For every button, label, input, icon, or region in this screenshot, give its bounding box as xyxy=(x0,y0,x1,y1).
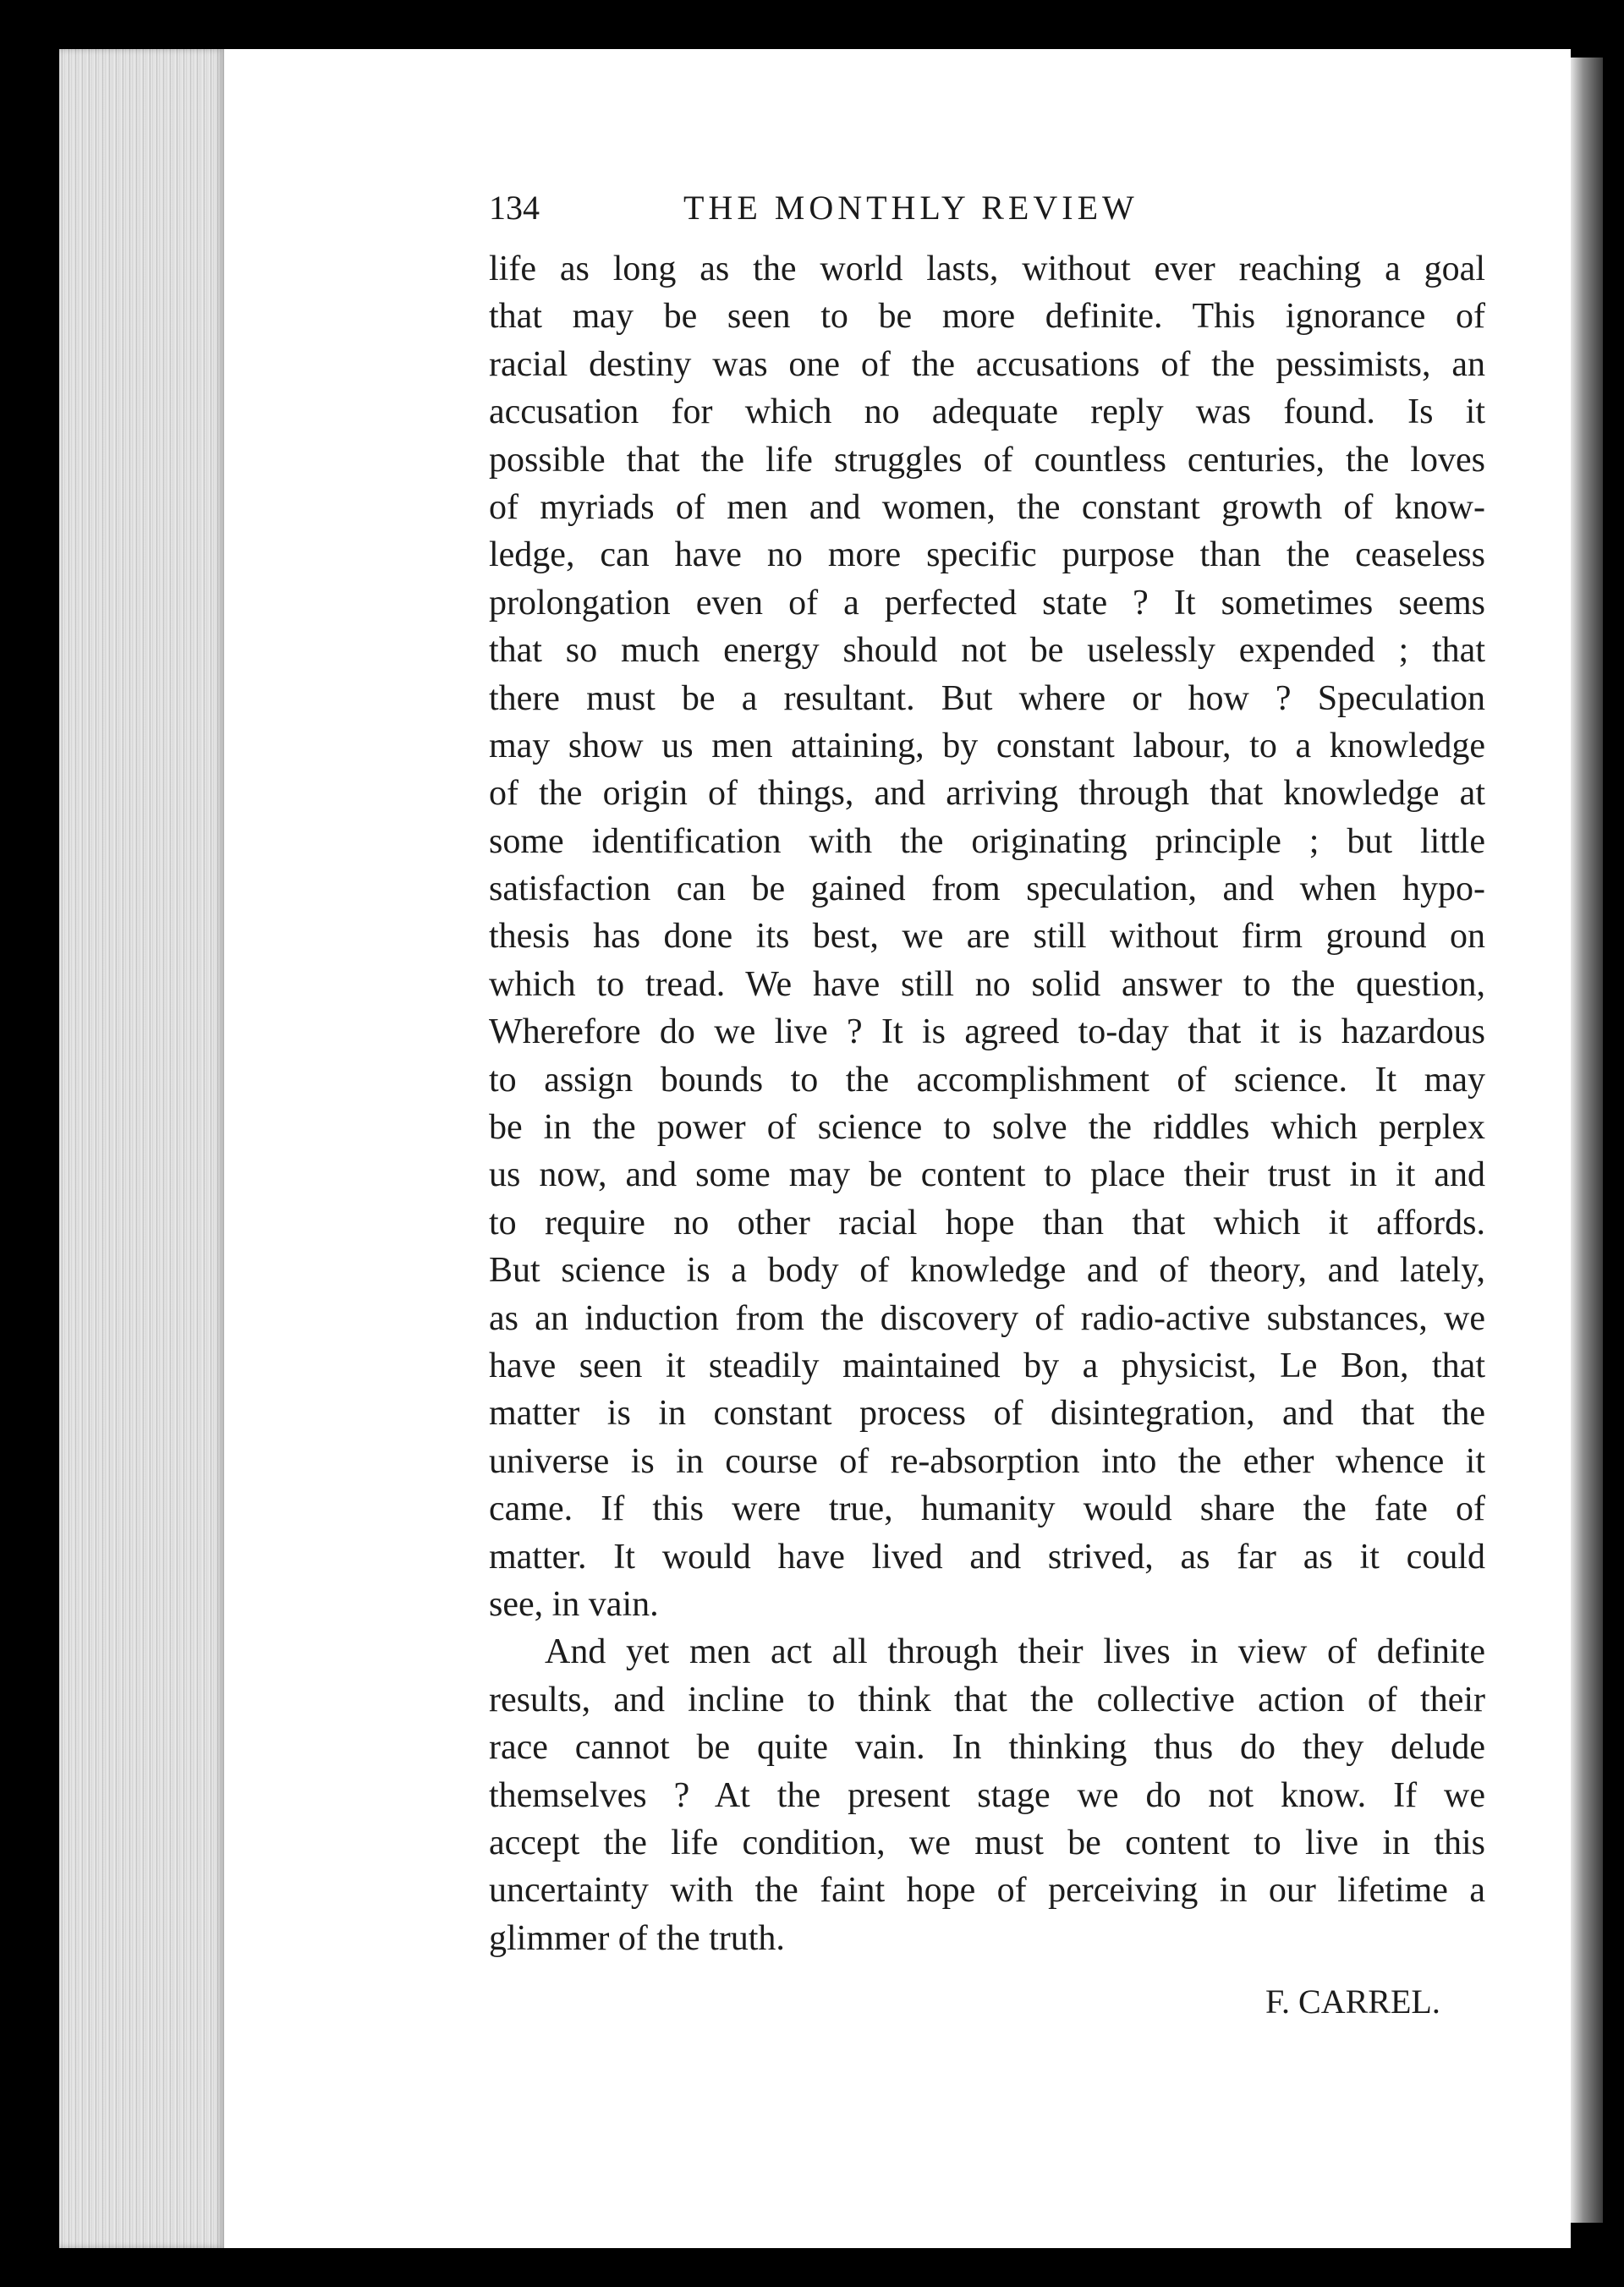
text-line: possible that the life struggles of countless centuries, the loves xyxy=(489,440,1485,480)
text-line: glimmer of the truth. xyxy=(489,1918,785,1958)
text-line: But science is a body of knowledge and of theory, and lately, xyxy=(489,1251,1485,1291)
text-line: as an induction from the discovery of radio-active substances, we xyxy=(489,1298,1485,1338)
text-line: see, in vain. xyxy=(489,1584,659,1624)
text-line: to require no other racial hope than that which it affords. xyxy=(489,1203,1485,1242)
text-line: came. If this were true, humanity would share the fate of xyxy=(489,1489,1485,1529)
text-line: satisfaction can be gained from speculation, and when hypo- xyxy=(489,869,1485,909)
text-line: uncertainty with the faint hope of perceiving in our lifetime a xyxy=(489,1871,1485,1911)
running-head xyxy=(489,188,1485,239)
text-line: of the origin of things, and arriving through that knowledge at xyxy=(489,774,1485,814)
text-line: racial destiny was one of the accusations of the pessimists, an xyxy=(489,344,1485,384)
text-line: to assign bounds to the accomplishment of science. It may xyxy=(489,1060,1485,1100)
text-line: And yet men act all through their lives in view of definite xyxy=(545,1632,1485,1672)
text-line: of myriads of men and women, the constant growth of know- xyxy=(489,487,1485,527)
next-page-edge xyxy=(1571,58,1603,2223)
text-line: Wherefore do we live ? It is agreed to-day that it is hazardous xyxy=(489,1012,1485,1052)
text-line: universe is in course of re-absorption into the ether whence it xyxy=(489,1441,1485,1481)
text-line: have seen it steadily maintained by a physicist, Le Bon, that xyxy=(489,1346,1485,1385)
text-line: life as long as the world lasts, without ever reaching a goal xyxy=(489,250,1485,288)
text-line: accusation for which no adequate reply was found. Is it xyxy=(489,392,1485,432)
text-line: be in the power of science to solve the riddles which perplex xyxy=(489,1108,1485,1148)
text-line: matter. It would have lived and strived, as far as it could xyxy=(489,1537,1485,1577)
author-signature: F. CARREL. xyxy=(1265,1983,1440,2021)
text-line: which to tread. We have still no solid answer to the question, xyxy=(489,964,1485,1004)
text-line: race cannot be quite vain. In thinking thus do they delude xyxy=(489,1728,1485,1768)
page-edges xyxy=(59,49,224,2248)
text-line: accept the life condition, we must be content to live in this xyxy=(489,1823,1485,1862)
text-line: that so much energy should not be uselessly expended ; that xyxy=(489,631,1485,671)
text-line: thesis has done its best, we are still without firm ground on xyxy=(489,917,1485,957)
text-line: themselves ? At the present stage we do not know. If we xyxy=(489,1775,1485,1815)
text-line: may show us men attaining, by constant labour, to a knowledge xyxy=(489,726,1485,765)
journal-title: THE MONTHLY REVIEW xyxy=(683,189,1138,227)
text-line: results, and incline to think that the collective action of their xyxy=(489,1680,1485,1719)
text-line: matter is in constant process of disintegration, and that the xyxy=(489,1394,1485,1434)
text-line: us now, and some may be content to place their trust in it and xyxy=(489,1155,1485,1195)
body-text xyxy=(489,245,1485,1962)
page-number: 134 xyxy=(489,189,540,227)
text-line: prolongation even of a perfected state ? It sometimes seems xyxy=(489,583,1485,622)
text-line: some identification with the originating principle ; but little xyxy=(489,821,1485,861)
text-line: ledge, can have no more specific purpose than the ceaseless xyxy=(489,535,1485,575)
text-line: that may be seen to be more definite. This ignorance of xyxy=(489,297,1485,337)
text-line: there must be a resultant. But where or how ? Speculation xyxy=(489,678,1485,718)
